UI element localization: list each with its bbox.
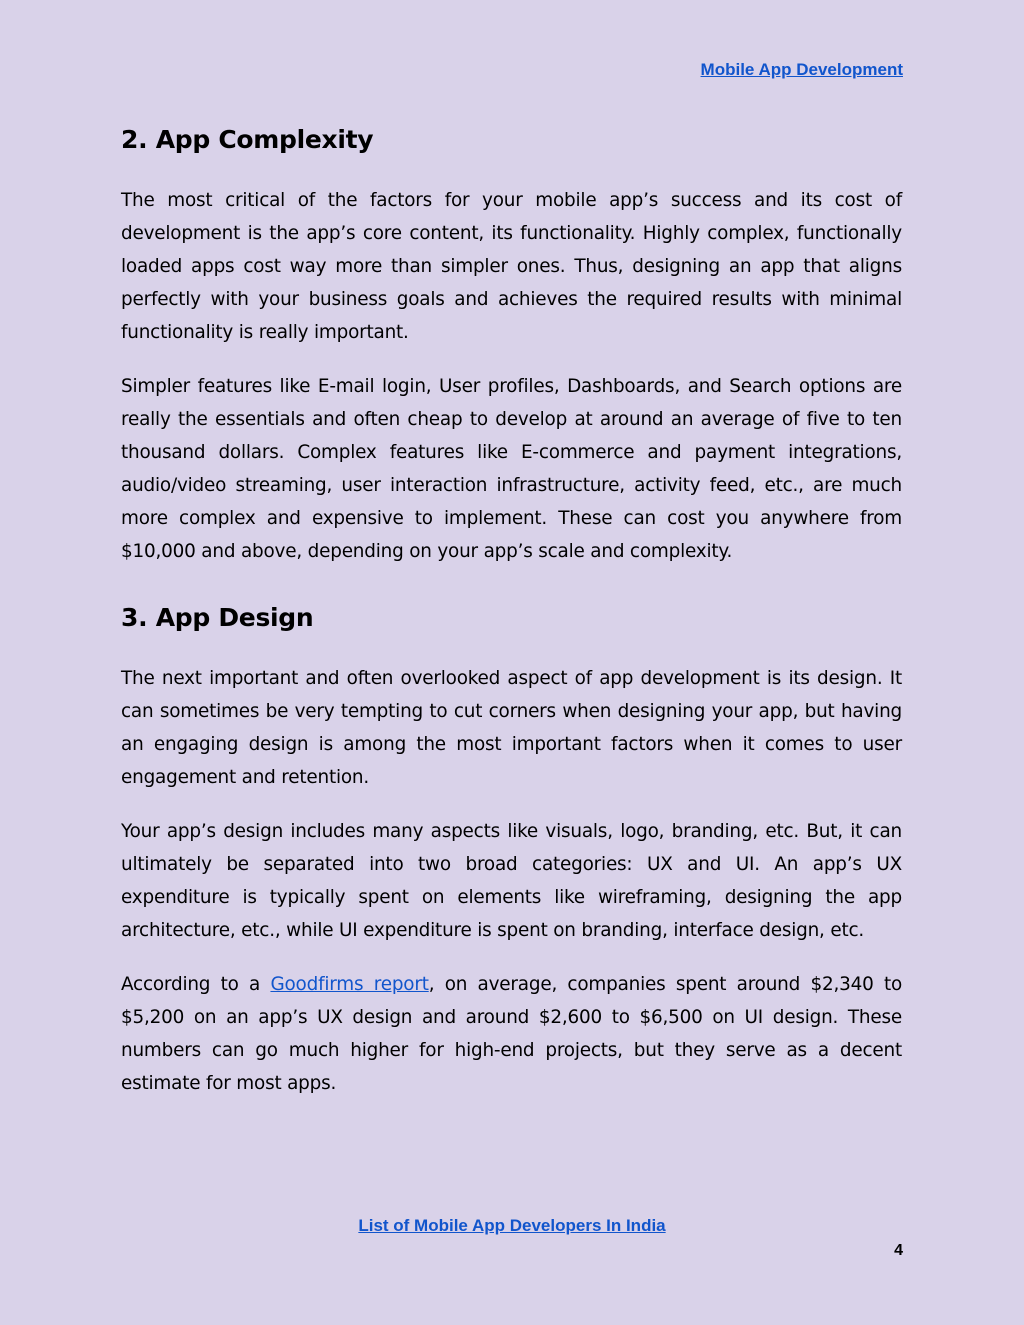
- app-design-paragraph-3: [121, 968, 902, 1100]
- footer-link[interactable]: List of Mobile App Developers In India: [358, 1216, 666, 1235]
- footer: [0, 1216, 1024, 1236]
- goodfirms-report-link[interactable]: Goodfirms report: [270, 974, 429, 995]
- section-heading-app-complexity: 2. App Complexity: [121, 125, 374, 154]
- paragraph-text-after-link: , on average, companies spent around $2,340 to $5,200 on an app’s UX design and around $2,600 to $6,500 on UI design. These numbers can go much higher for high-end projects, but they serve as a decent estimate for most apps.: [121, 974, 903, 1094]
- paragraph-text-before-link: According to a: [121, 974, 271, 995]
- app-complexity-paragraph-2: Simpler features like E-mail login, User profiles, Dashboards, and Search options are really the essentials and often cheap to develop at around an average of five to ten thousand dollars. Complex features like E-commerce and payment integrations, audio/video streaming, user interaction infrastructure, activity feed, etc., are much more complex and expensive to implement. These can cost you anywhere from $10,000 and above, depending on your app’s scale and complexity.: [121, 376, 902, 562]
- header-link[interactable]: Mobile App Development: [700, 60, 903, 79]
- section-heading-app-design: 3. App Design: [121, 603, 314, 632]
- app-design-paragraph-2: Your app’s design includes many aspects like visuals, logo, branding, etc. But, it can ultimately be separated into two broad categories: UX and UI. An app’s UX expenditure is typically spent on elements like wireframing, designing the app architecture, etc., while UI expenditure is spent on branding, interface design, etc.: [121, 821, 902, 941]
- app-complexity-paragraph-1: The most critical of the factors for your mobile app’s success and its cost of development is the app’s core content, its functionality. Highly complex, functionally loaded apps cost way more than simpler ones. Thus, designing an app that aligns perfectly with your business goals and achieves the required results with minimal functionality is really important.: [121, 190, 902, 343]
- app-design-paragraph-1: The next important and often overlooked aspect of app development is its design. It can sometimes be very tempting to cut corners when designing your app, but having an engaging design is among the most important factors when it comes to user engagement and retention.: [121, 668, 902, 788]
- page-content: [121, 118, 902, 1121]
- page-number: 4: [894, 1242, 903, 1259]
